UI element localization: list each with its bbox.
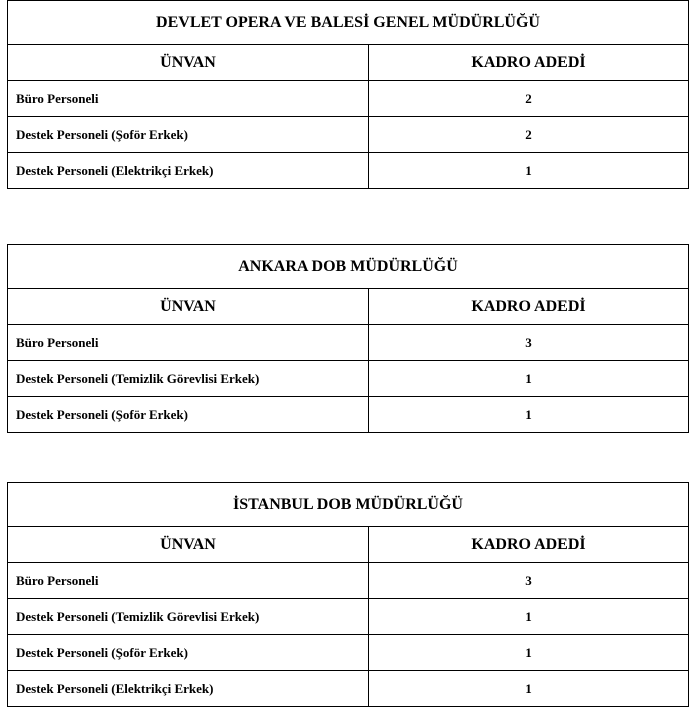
column-header-row bbox=[8, 45, 689, 81]
row-title: Destek Personeli (Elektrikçi Erkek) bbox=[8, 671, 369, 707]
table-row bbox=[8, 599, 689, 635]
row-count: 1 bbox=[369, 397, 689, 433]
row-title: Destek Personeli (Elektrikçi Erkek) bbox=[8, 153, 369, 189]
row-count: 1 bbox=[369, 635, 689, 671]
column-header-row bbox=[8, 289, 689, 325]
row-count: 1 bbox=[369, 361, 689, 397]
row-title: Destek Personeli (Şoför Erkek) bbox=[8, 117, 369, 153]
table-row bbox=[8, 81, 689, 117]
table-heading: İSTANBUL DOB MÜDÜRLÜĞÜ bbox=[8, 483, 689, 527]
column-header-kadro-adedi: KADRO ADEDİ bbox=[369, 527, 689, 563]
row-title: Destek Personeli (Şoför Erkek) bbox=[8, 635, 369, 671]
table-row bbox=[8, 563, 689, 599]
table-row bbox=[8, 635, 689, 671]
row-count: 1 bbox=[369, 599, 689, 635]
table-heading: DEVLET OPERA VE BALESİ GENEL MÜDÜRLÜĞÜ bbox=[8, 1, 689, 45]
table-row bbox=[8, 325, 689, 361]
row-title: Büro Personeli bbox=[8, 325, 369, 361]
row-title: Büro Personeli bbox=[8, 81, 369, 117]
staff-table-istanbul bbox=[7, 482, 689, 707]
row-count: 2 bbox=[369, 81, 689, 117]
row-title: Destek Personeli (Şoför Erkek) bbox=[8, 397, 369, 433]
row-count: 1 bbox=[369, 153, 689, 189]
column-header-kadro-adedi: KADRO ADEDİ bbox=[369, 45, 689, 81]
column-header-row bbox=[8, 527, 689, 563]
row-title: Büro Personeli bbox=[8, 563, 369, 599]
row-count: 1 bbox=[369, 671, 689, 707]
table-row bbox=[8, 361, 689, 397]
column-header-unvan: ÜNVAN bbox=[8, 527, 369, 563]
row-title: Destek Personeli (Temizlik Görevlisi Erkek) bbox=[8, 599, 369, 635]
row-count: 2 bbox=[369, 117, 689, 153]
row-count: 3 bbox=[369, 563, 689, 599]
table-row bbox=[8, 397, 689, 433]
column-header-unvan: ÜNVAN bbox=[8, 289, 369, 325]
row-count: 3 bbox=[369, 325, 689, 361]
table-heading-row bbox=[8, 1, 689, 45]
table-row bbox=[8, 153, 689, 189]
staff-table-genel-mudurluk bbox=[7, 0, 689, 189]
table-row bbox=[8, 117, 689, 153]
column-header-kadro-adedi: KADRO ADEDİ bbox=[369, 289, 689, 325]
table-heading-row bbox=[8, 483, 689, 527]
staff-table-ankara bbox=[7, 244, 689, 433]
table-row bbox=[8, 671, 689, 707]
table-heading: ANKARA DOB MÜDÜRLÜĞÜ bbox=[8, 245, 689, 289]
table-heading-row bbox=[8, 245, 689, 289]
column-header-unvan: ÜNVAN bbox=[8, 45, 369, 81]
row-title: Destek Personeli (Temizlik Görevlisi Erkek) bbox=[8, 361, 369, 397]
